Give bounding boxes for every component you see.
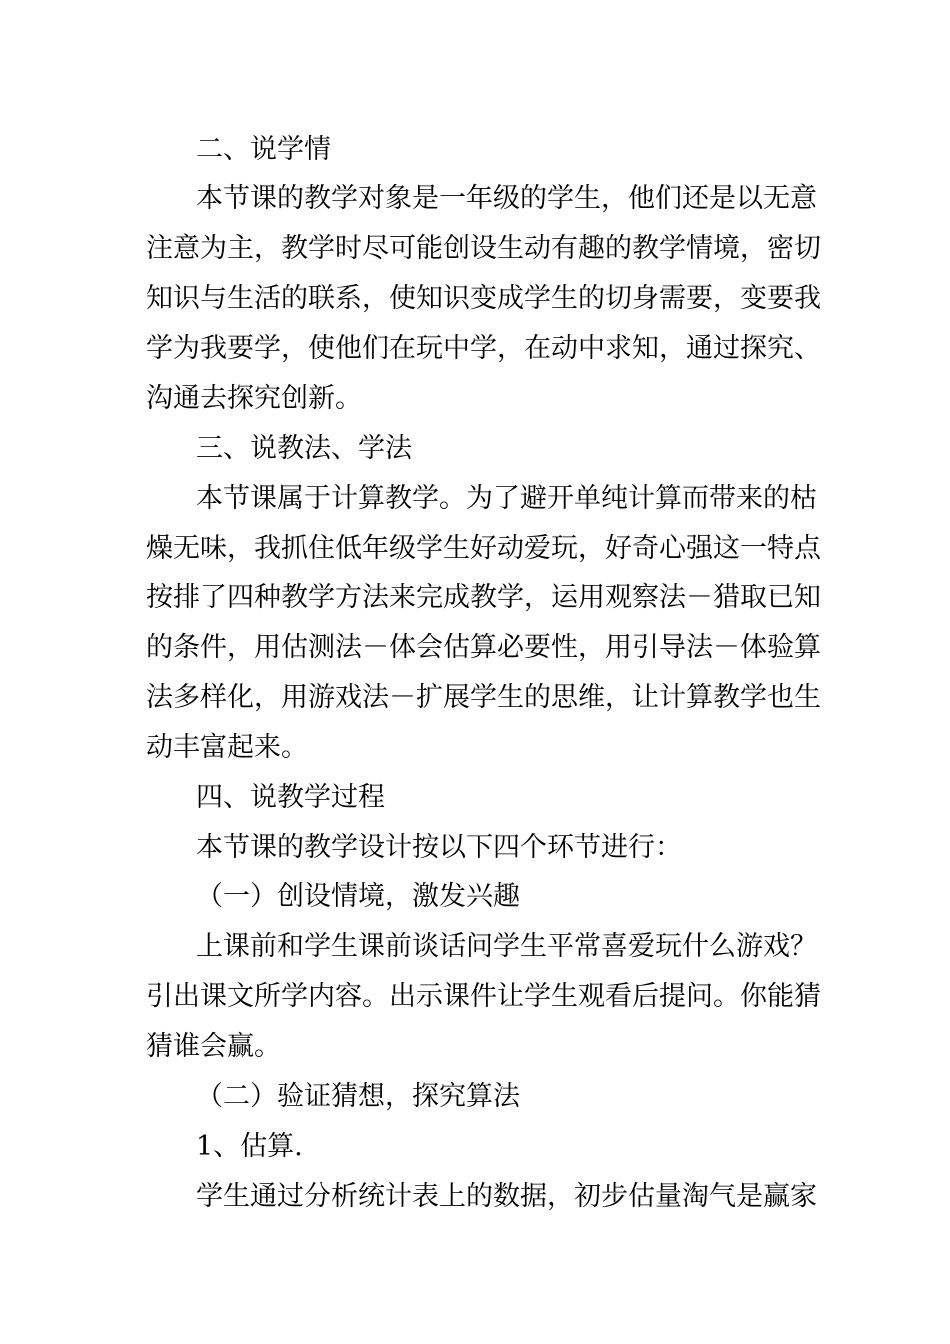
paragraph-line: 知识与生活的联系，使知识变成学生的切身需要，变要我 — [146, 283, 821, 314]
paragraph-line: 法多样化，用游戏法－扩展学生的思维，让计算教学也生 — [146, 682, 821, 713]
paragraph-line: 注意为主，教学时尽可能创设生动有趣的教学情境，密切 — [146, 233, 821, 264]
paragraph-line: 沟通去探究创新。 — [146, 383, 362, 414]
paragraph-line: 本节课的教学设计按以下四个环节进行： — [196, 832, 682, 863]
section-heading-student-analysis: 二、说学情 — [196, 134, 331, 165]
paragraph-line: 动丰富起来。 — [146, 732, 308, 763]
paragraph-line: 学为我要学，使他们在玩中学，在动中求知，通过探究、 — [146, 333, 821, 364]
paragraph-line: 引出课文所学内容。出示课件让学生观看后提问。你能猜 — [146, 981, 821, 1012]
subsection-heading-2: （二）验证猜想，探究算法 — [196, 1081, 520, 1112]
paragraph-line: 燥无味，我抓住低年级学生好动爱玩，好奇心强这一特点 — [146, 533, 821, 564]
paragraph-line: 按排了四种教学方法来完成教学，运用观察法－猎取已知 — [146, 582, 821, 613]
paragraph-line: 本节课属于计算教学。为了避开单纯计算而带来的枯 — [196, 483, 817, 514]
paragraph-line: 的条件，用估测法－体会估算必要性，用引导法－体验算 — [146, 632, 821, 663]
paragraph-line: 本节课的教学对象是一年级的学生，他们还是以无意 — [196, 183, 817, 214]
section-heading-teaching-methods: 三、说教法、学法 — [196, 433, 412, 464]
list-item-heading: 1、估算. — [196, 1131, 303, 1162]
paragraph-line: 学生通过分析统计表上的数据，初步估量淘气是赢家 — [196, 1181, 817, 1212]
paragraph-line: 上课前和学生课前谈话问学生平常喜爱玩什么游戏？ — [196, 931, 817, 962]
subsection-heading-1: （一）创设情境，激发兴趣 — [196, 881, 520, 912]
section-heading-teaching-process: 四、说教学过程 — [196, 782, 385, 813]
paragraph-line: 猜谁会赢。 — [146, 1031, 281, 1062]
